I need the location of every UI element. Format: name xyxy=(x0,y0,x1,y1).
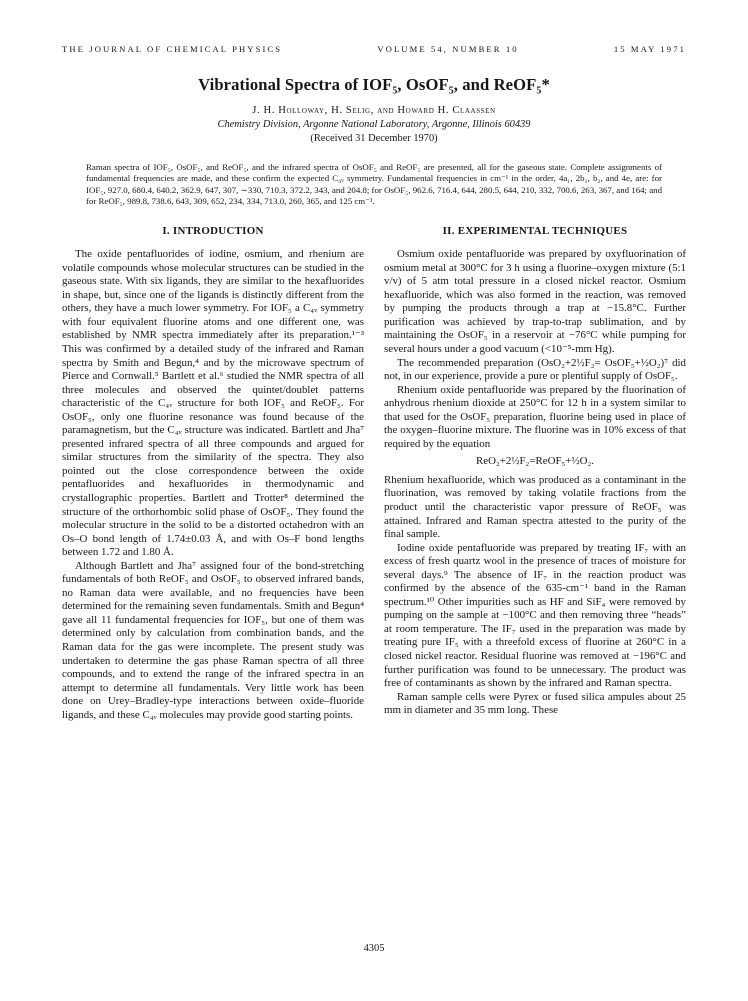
affiliation: Chemistry Division, Argonne National Laboratory, Argonne, Illinois 60439 xyxy=(217,119,531,130)
right-column xyxy=(384,225,686,723)
paragraph: Rhenium oxide pentafluoride was prepared by the fluorination of anhydrous rhenium dioxide at 250°C for 12 h in a system similar to that used for the OsOF₅ preparation, fluorine being used in place of the oxygen–fluorine mixture. The fluorine was in 10% excess of that required by the equation xyxy=(384,383,686,450)
paragraph: Raman sample cells were Pyrex or fused silica ampules about 25 mm in diameter and 35 mm long. These xyxy=(384,690,686,717)
paragraph: Rhenium hexafluoride, which was produced as a contaminant in the fluorination, was removed by taking volatile fractions from the product until the characteristic vapor pressure of ReOF₅ was attained. Infrared and Raman spectra attested to the purity of the final sample. xyxy=(384,473,686,541)
paragraph: The oxide pentafluorides of iodine, osmium, and rhenium are volatile compounds whose molecular structures can be studied in the gaseous state. With six ligands, they are similar to the hexafluorides in shape, but, since one of the ligands is distinctly different from the others, they have a much lower symmetry. For IOF₅ a C₄ᵥ symmetry with four equivalent fluorine atoms and one different one, was established by NMR spectra immediately after its preparation.¹⁻³ This was confirmed by a detailed study of the infrared and Raman spectra by Smith and Begun,⁴ and by the microwave spectrum of Pierce and Cornwall.⁵ Bartlett et al.⁶ studied the NMR spectra of all three molecules and observed the quintet/doublet patterns characteristic of the C₄ᵥ structure for both IOF₅ and ReOF₅. For OsOF₅, only one fluorine resonance was found because of the paramagnetism, but the C₄ᵥ structure was indicated. Bartlett and Jha⁷ presented infrared spectra of all three compounds and argued for similar structures from the similarity of the spectra. They also pointed out the close correspondence between the oxide pentafluorides and hexafluorides in thermodynamic and crystallographic properties. Bartlett and Trotter⁸ determined the structure of the orthorhombic solid phase of OsOF₅. They found the molecular structure in the solid to be a distorted octahedron with an Os–O bond length of 1.74±0.03 Å, and with Os–F bond lengths between 1.72 and 1.80 Å. xyxy=(62,248,364,559)
article-title: Vibrational Spectra of IOF₅, OsOF₅, and ReOF₅* xyxy=(198,75,550,94)
running-head xyxy=(62,44,686,54)
left-column xyxy=(62,225,364,723)
issue-date: 15 MAY 1971 xyxy=(613,44,686,54)
volume-number: VOLUME 54, NUMBER 10 xyxy=(377,44,519,54)
abstract: Raman spectra of IOF₅, OsOF₅, and ReOF₅, and the infrared spectra of OsOF₅ and ReOF₅ are presented, all for the gaseous state. Complete assignments of fundamental frequencies are made, and these confirm the expected C₄ᵥ symmetry. Fundamental frequencies in cm⁻¹ in the order, 4a₁, 2b₁, b₂, and 4e, are: for IOF₅, 927.0, 680.4, 640.2, 362.9, 647, 307, ∼330, 710.3, 372.2, 343, and 204.8; for OsOF₅, 962.6, 716.4, 644, 280.5, 644, 210, 332, 700.6, 263, 367, and 164; and for ReOF₅, 989.8, 738.6, 643, 309, 652, 234, 334, 713.0, 260, 365, and 125 cm⁻¹. xyxy=(86,162,662,207)
paragraph: Osmium oxide pentafluoride was prepared by oxyfluorination of osmium metal at 300°C for 3 h using a fluorine–oxygen mixture (5:1 v/v) of 5 atm total pressure in a closed nickel reactor. Osmium hexafluoride, which was also formed in the reaction, was removed by pumping the products through a trap at −15.8°C. Further purification was achieved by trap-to-trap sublimation, and by maintaining the OsOF₅ in a reservoir at −76°C while pumping for several hours under a good vacuum (<10⁻⁵-mm Hg). xyxy=(384,248,686,355)
section-heading-introduction: I. INTRODUCTION xyxy=(162,224,264,237)
equation: ReO₂+2½F₂=ReOF₅+½O₂. xyxy=(475,455,595,468)
paragraph: The recommended preparation (OsO₂+2½F₂= OsOF₅+½O₂)⁷ did not, in our experience, provide a pure or plentiful supply of OsOF₅. xyxy=(384,356,686,383)
section-heading-experimental: II. EXPERIMENTAL TECHNIQUES xyxy=(442,224,628,237)
authors: J. H. Holloway, H. Selig, and Howard H. Claassen xyxy=(252,105,496,116)
body-columns xyxy=(62,225,686,723)
paragraph: Although Bartlett and Jha⁷ assigned four of the bond-stretching fundamentals of both ReOF₅ and OsOF₅ to observed infrared bands, no Raman data were available, and no frequencies have been determined for the remaining seven fundamentals. Smith and Begun⁴ gave all 11 fundamental frequencies for IOF₅, but one of them was determined only by calculation from combination bands, and the Raman data for the gas were incomplete. The present study was undertaken to determine the gas phase Raman spectra of all three compounds, and to extend the range of the infrared spectra in an attempt to determine all fundamentals. Very little work has been done on Urey–Bradley-type interactions between oxide–fluoride ligands, and these C₄ᵥ molecules may provide good starting points. xyxy=(62,559,364,721)
journal-name: THE JOURNAL OF CHEMICAL PHYSICS xyxy=(62,44,283,54)
page-number: 4305 xyxy=(363,943,385,954)
received-date: (Received 31 December 1970) xyxy=(310,133,438,144)
paragraph: Iodine oxide pentafluoride was prepared by treating IF₇ with an excess of fresh quartz wool in the presence of traces of moisture for several days.⁹ The absence of IF₇ in the reaction product was confirmed by the absence of the 635-cm⁻¹ band in the Raman spectrum.¹⁰ Other impurities such as HF and SiF₄ were removed by pumping on the sample at −100°C and then removing three “heads” at room temperature. The IF₇ used in the preparation was made by treating pure IF₅ with a threefold excess of fluorine at 260°C in a closed nickel reactor. Residual fluorine was removed at −196°C and further purification was found to be unnecessary. The product was free of contaminants as shown by the infrared and Raman spectra. xyxy=(384,541,686,690)
